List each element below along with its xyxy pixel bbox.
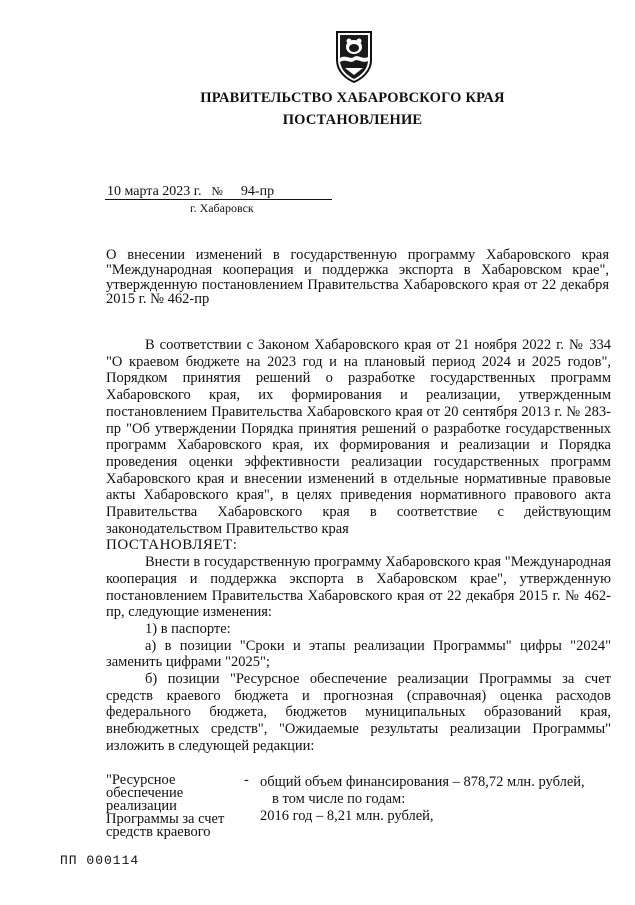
financing-by-years-label: в том числе по годам: xyxy=(272,791,406,807)
resolves-heading: ПОСТАНОВЛЯЕТ: xyxy=(106,537,238,554)
document-number: 94-пр xyxy=(240,184,275,199)
paragraph-item-1: 1) в паспорте: xyxy=(145,620,231,637)
table-right-cell xyxy=(260,774,620,825)
financing-year-2016: 2016 год – 8,21 млн. рублей, xyxy=(260,808,434,824)
paragraph-item-a: а) в позиции "Сроки и этапы реализации Программы" цифры "2024" заменить цифрами "2025"; xyxy=(106,637,611,671)
table-left-line: Программы за счет xyxy=(106,811,225,827)
form-code: ПП 000114 xyxy=(60,853,140,868)
table-dash: - xyxy=(244,772,249,788)
number-sign: № xyxy=(211,184,223,198)
government-title: ПРАВИТЕЛЬСТВО ХАБАРОВСКОГО КРАЯ xyxy=(200,90,505,106)
coat-of-arms-icon xyxy=(331,30,377,84)
paragraph-amend: Внести в государственную программу Хабаровского края "Международная кооперация и поддержка экспорта в Хабаровском крае", утвержденную постановлением Правительства Хабаровского края от 22 декабря 2015 г. № 462-пр, следующие изменения: xyxy=(106,554,611,621)
table-left-line: обеспечение xyxy=(106,785,184,801)
document-body xyxy=(106,337,611,755)
financing-total: общий объем финансирования – 878,72 млн. рублей, xyxy=(260,774,585,790)
table-left-cell xyxy=(106,774,236,839)
date-underline xyxy=(105,199,332,200)
preamble-paragraph: В соответствии с Законом Хабаровского края от 21 ноября 2022 г. № 334 "О краевом бюджете на 2023 год и на плановый период 2024 и 2025 годов", Порядком принятия решений о разработке государственных программ Хабаровского края, их формирования и реализации, утвержденным постановлением Правительства Хабаровского края от 20 сентября 2013 г. № 283-пр "Об утверждении Порядка принятия решений о разработке государственных программ Хабаровского края, их формирования и реализации и Порядка проведения оценки эффективности реализации государственных программ Хабаровского края и внесении изменений в отдельные нормативные правовые акты Хабаровского края", в целях приведения нормативного правового акта Правительства Хабаровского края в соответствие с действующим законодательством Правительство края xyxy=(106,337,611,537)
document-subject: О внесении изменений в государственную программу Хабаровского края "Международная кооперация и поддержка экспорта в Хабаровском крае", утвержденную постановлением Правительства Хабаровского края от 22 декабря 2015 г. № 462-пр xyxy=(106,247,609,308)
table-left-line: реализации xyxy=(106,798,177,814)
document-date: 10 марта 2023 г. xyxy=(107,184,202,199)
table-left-line: "Ресурсное xyxy=(106,772,176,788)
document-type-title: ПОСТАНОВЛЕНИЕ xyxy=(282,112,423,128)
document-city: г. Хабаровск xyxy=(190,201,254,215)
table-left-line: средств краевого xyxy=(106,824,211,840)
date-number-line xyxy=(107,184,274,200)
paragraph-item-b: б) позиции "Ресурсное обеспечение реализации Программы за счет средств краевого бюджета и прогнозная (справочная) оценка расходов федерального бюджета, бюджетов муниципальных образований края, внебюджетных средств", "Ожидаемые результаты реализации Программы" изложить в следующей редакции: xyxy=(106,671,611,754)
